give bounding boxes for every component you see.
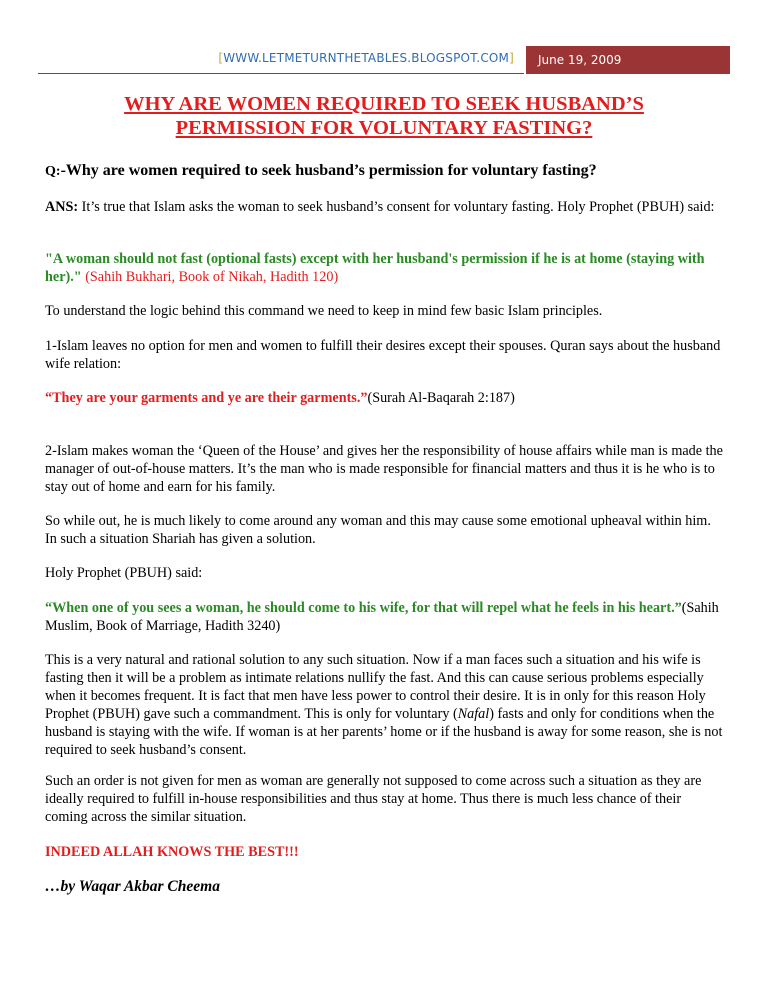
paragraph-natural-solution: This is a very natural and rational solution to any such situation. Now if a man faces such a situation and his wife is fasting then it will be a problem as intimate relations nullify the fast. And this can cause serious problems especially when it becomes frequent. It is fact that men have less power to control their desire. It is in only for this reason Holy Prophet (PBUH) gave such a commandment. This is only for voluntary (Nafal) fasts and only for conditions when the husband is staying with the wife. If woman is at her parents’ home or if the husband is away for some reason, she is not required to seek husband’s consent. — [45, 652, 723, 758]
document-title: WHY ARE WOMEN REQUIRED TO SEEK HUSBAND’S PERMISSION FOR VOLUNTARY FASTING? — [124, 93, 644, 139]
page-header — [38, 46, 730, 74]
header-date: June 19, 2009 — [526, 46, 730, 74]
paragraph-order: Such an order is not given for men as woman are generally not supposed to come across such a situation as they are ideally required to fulfill in-house responsibilities and thus stay at home. Thus there is much less chance of their coming across the similar situation. — [45, 773, 702, 825]
hadith-quote-1: "A woman should not fast (optional fasts) except with her husband's permission if he is at home (staying with her)." (Sahih Bukhari, Book of Nikah, Hadith 120) — [45, 251, 705, 285]
hadith-quote-2: “When one of you sees a woman, he should come to his wife, for that will repel what he feels in his heart.”(Sahih Muslim, Book of Marriage, Hadith 3240) — [45, 600, 719, 634]
paragraph-point-2: 2-Islam makes woman the ‘Queen of the House’ and gives her the responsibility of house affairs while man is made the manager of out-of-house matters. It’s the man who is made responsible for financial matters and thus it is he who is to stay out of home and earn for his family. — [45, 443, 723, 495]
question: Q:-Why are women required to seek husband’s permission for voluntary fasting? — [45, 162, 597, 179]
quran-quote: “They are your garments and ye are their garments.”(Surah Al-Baqarah 2:187) — [45, 390, 515, 406]
paragraph-logic: To understand the logic behind this command we need to keep in mind few basic Islam principles. — [45, 303, 603, 319]
blog-url[interactable]: [WWW.LETMETURNTHETABLES.BLOGSPOT.COM] — [218, 51, 514, 65]
closing-statement: INDEED ALLAH KNOWS THE BEST!!! — [45, 844, 299, 860]
paragraph-point-1: 1-Islam leaves no option for men and women to fulfill their desires except their spouses. Quran says about the husband wife relation: — [45, 338, 721, 372]
paragraph-prophet-said: Holy Prophet (PBUH) said: — [45, 565, 203, 581]
header-divider — [38, 73, 524, 74]
answer-paragraph: ANS: It’s true that Islam asks the woman to seek husband’s consent for voluntary fasting. Holy Prophet (PBUH) said: — [45, 199, 715, 215]
author-signature: …by Waqar Akbar Cheema — [45, 878, 220, 895]
paragraph-while-out: So while out, he is much likely to come around any woman and this may cause some emotional upheaval within him. In such a situation Shariah has given a solution. — [45, 513, 711, 547]
